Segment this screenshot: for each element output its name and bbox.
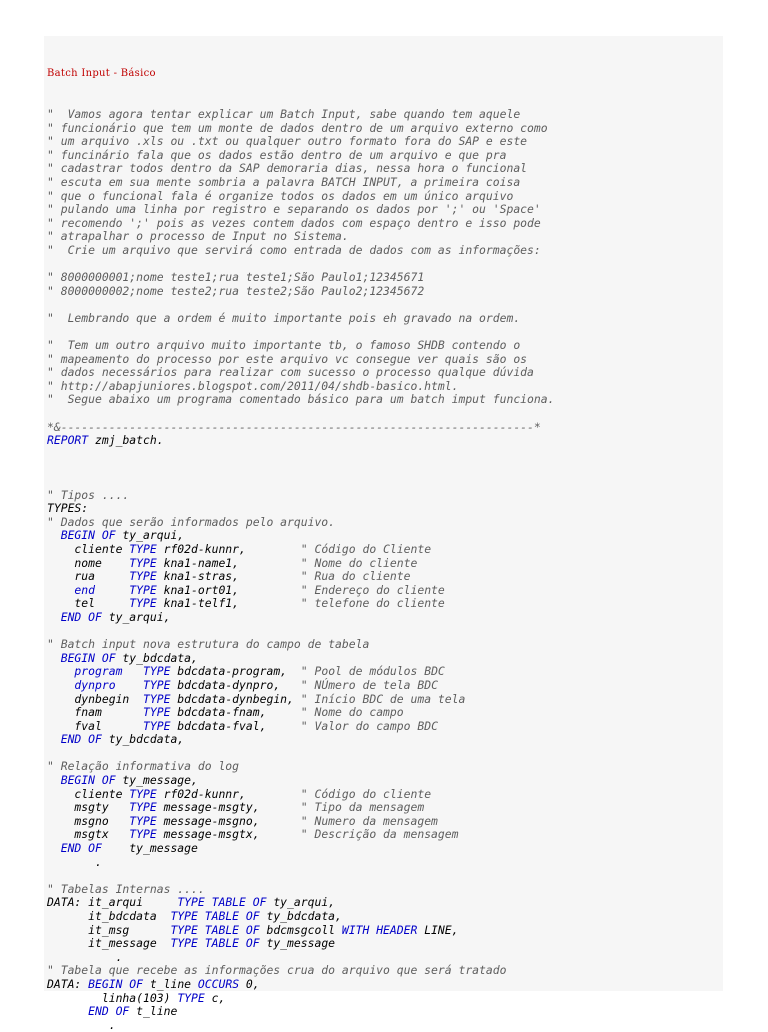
code-line [47, 271, 554, 285]
code-keyword: TYPE [136, 677, 171, 692]
code-keyword: TYPE [129, 813, 157, 828]
code-line [47, 1005, 554, 1019]
code-comment: " 8000000002;nome teste2;rua teste2;São Paulo2;12345672 [47, 283, 425, 298]
code-keyword: TYPE [136, 664, 171, 679]
code-text: kna1-stras, [156, 569, 301, 584]
code-line [47, 828, 554, 842]
code-line [47, 230, 554, 244]
code-line [47, 502, 554, 516]
code-keyword: REPORT [47, 433, 89, 448]
code-text: it_msg [47, 922, 171, 937]
code-text: message-msgty, [156, 800, 301, 815]
code-comment: " Rua do cliente [300, 569, 411, 584]
code-line [47, 393, 554, 407]
code-lines [47, 40, 554, 1032]
code-text: bdcdata-dynpro, [170, 677, 301, 692]
code-keyword: TYPE [129, 555, 157, 570]
code-comment: " que o funcional fala é organize todos os dados em um único arquivo [47, 188, 514, 203]
blank-line [47, 325, 554, 339]
code-text: c, [204, 990, 226, 1005]
code-keyword: WITH HEADER [341, 922, 418, 937]
code-comment: " Batch input nova estrutura do campo de tabela [47, 637, 370, 652]
code-line [47, 203, 554, 217]
code-keyword: TYPE [129, 569, 157, 584]
code-text: t_line [143, 976, 198, 991]
code-text: dynbegin [47, 691, 144, 706]
code-text: zmj_batch. [88, 433, 164, 448]
code-text: 0, [239, 976, 260, 991]
code-line [47, 543, 554, 557]
code-text: ty_message [259, 936, 336, 951]
code-comment: " Numero da mensagem [300, 813, 438, 828]
code-line [47, 638, 554, 652]
code-comment: " Endereço do cliente [300, 582, 445, 597]
code-line [47, 992, 554, 1006]
code-comment: " Relação informativa do log [47, 759, 240, 774]
code-text: LINE, [417, 922, 459, 937]
code-keyword: BEGIN OF [88, 976, 144, 991]
blank-line [47, 448, 554, 462]
code-line [47, 434, 554, 448]
code-line [47, 557, 554, 571]
blank-line [47, 747, 554, 761]
code-comment: " Descrição da mensagem [300, 827, 459, 842]
code-keyword: end [47, 582, 130, 597]
code-line [47, 584, 554, 598]
blank-line [47, 461, 554, 475]
code-keyword: TYPE [143, 718, 171, 733]
code-line [47, 285, 554, 299]
code-line [47, 910, 554, 924]
code-comment: " dados necessários para realizar com sucesso o processo qualque dúvida [47, 365, 534, 380]
code-text: . [47, 949, 123, 964]
code-line [47, 353, 554, 367]
blank-line [47, 625, 554, 639]
code-line [47, 720, 554, 734]
code-keyword: TYPE [177, 990, 205, 1005]
code-keyword: END OF [47, 609, 102, 624]
code-line [47, 978, 554, 992]
code-comment: " http://abapjuniores.blogspot.com/2011/04/shdb-basico.html. [47, 378, 459, 393]
code-comment: " Pool de módulos BDC [300, 664, 445, 679]
code-text: kna1-name1, [156, 555, 301, 570]
code-line [47, 788, 554, 802]
code-comment: " cadastrar todos dentro da SAP demoraria dias, nessa hora o funcional [47, 161, 528, 176]
code-text: it_message [47, 936, 171, 951]
code-text: bdcdata-fval, [170, 718, 301, 733]
code-line [47, 570, 554, 584]
code-line [47, 924, 554, 938]
code-line [47, 339, 554, 353]
code-line [47, 149, 554, 163]
code-line [47, 108, 554, 122]
code-comment: " Crie um arquivo que servirá como entrada de dados com as informações: [47, 242, 541, 257]
code-line [47, 516, 554, 530]
code-comment: " Código do cliente [300, 786, 432, 801]
code-keyword: TYPE TABLE OF [170, 922, 260, 937]
code-comment: " Código do Cliente [300, 541, 432, 556]
code-comment: " recomendo ';' pois as vezes contem dados com espaço dentro e isso pode [47, 215, 541, 230]
code-text: cliente [47, 541, 130, 556]
code-keyword: BEGIN OF [47, 773, 116, 788]
code-keyword: END OF [47, 841, 102, 856]
code-text: DATA: [47, 895, 82, 910]
code-keyword: OCCURS [197, 976, 240, 991]
code-keyword: BEGIN OF [47, 528, 116, 543]
code-line [47, 883, 554, 897]
code-comment: " Dados que serão informados pelo arquivo. [47, 514, 336, 529]
code-line [47, 665, 554, 679]
code-comment: " funcinário fala que os dados estão dentro de um arquivo e que pra [47, 147, 507, 162]
blank-line [47, 475, 554, 489]
code-text: . [47, 854, 102, 869]
code-keyword: TYPE [129, 541, 157, 556]
code-keyword: TYPE [129, 582, 157, 597]
code-comment: " Tabelas Internas .... [47, 881, 205, 896]
code-comment: " Valor do campo BDC [300, 718, 438, 733]
code-comment: " Segue abaixo um programa comentado básico para um batch imput funciona. [47, 392, 555, 407]
code-text: fnam [47, 705, 144, 720]
code-text: msgtx [47, 827, 130, 842]
code-text: nome [47, 555, 130, 570]
code-comment: *&---------------------------------------------------------------------* [47, 419, 541, 434]
code-listing [44, 36, 723, 1032]
code-line [47, 529, 554, 543]
code-line [47, 135, 554, 149]
code-text: it_bdcdata [47, 909, 171, 923]
code-keyword: dynpro [47, 677, 137, 692]
blank-line [47, 869, 554, 883]
code-comment: " Início BDC de uma tela [300, 691, 466, 706]
code-comment: " Tabela que recebe as informações crua do arquivo que será tratado [47, 963, 507, 978]
code-line [47, 760, 554, 774]
code-text: . [47, 1017, 116, 1032]
code-text: message-msgno, [156, 813, 301, 828]
code-line [47, 421, 554, 435]
code-comment: " NÚmero de tela BDC [300, 677, 438, 692]
code-text: msgno [47, 813, 130, 828]
code-line [47, 176, 554, 190]
code-line [47, 162, 554, 176]
code-text: ty_message, [115, 773, 198, 788]
code-text: kna1-ort01, [156, 582, 301, 597]
code-text: ty_arqui, [115, 528, 185, 543]
code-line [47, 380, 554, 394]
code-comment: " Lembrando que a ordem é muito importante pois eh gravado na ordem. [47, 310, 521, 325]
code-comment: " Vamos agora tentar explicar um Batch Input, sabe quando tem aquele [47, 106, 521, 121]
code-keyword: TYPE [129, 827, 157, 842]
code-line [47, 815, 554, 829]
code-text: bdcdata-dynbegin, [170, 691, 301, 706]
code-text: ty_bdcdata, [115, 650, 198, 665]
code-comment: " Tipo da mensagem [300, 800, 425, 815]
code-text: rf02d-kunnr, [156, 541, 301, 556]
code-text: ty_arqui, [266, 895, 336, 910]
code-keyword: TYPE TABLE OF [177, 895, 267, 910]
code-keyword: TYPE [129, 786, 157, 801]
code-keyword: TYPE [143, 691, 171, 706]
code-text: message-msgtx, [156, 827, 301, 842]
code-text: bdcmsgcoll [259, 922, 342, 937]
code-comment: " atrapalhar o processo de Input no Sistema. [47, 229, 349, 244]
code-line [47, 774, 554, 788]
code-text: bdcdata-program, [170, 664, 301, 679]
code-keyword: TYPE TABLE OF [170, 936, 260, 951]
code-text: cliente [47, 786, 130, 801]
code-comment: " um arquivo .xls ou .txt ou qualquer outro formato fora do SAP e este [47, 134, 528, 149]
code-line [47, 312, 554, 326]
code-keyword: TYPE [129, 800, 157, 815]
code-text: ty_bdcdata, [101, 732, 185, 747]
code-text: tel [47, 596, 130, 611]
code-line [47, 706, 554, 720]
code-line [47, 489, 554, 503]
code-text: TYPES: [47, 501, 89, 516]
code-comment: " telefone do cliente [300, 596, 445, 611]
blank-line [47, 298, 554, 312]
code-text: ty_arqui, [101, 609, 171, 624]
code-comment: " mapeamento do processo por este arquivo vc consegue ver quais são os [47, 351, 528, 366]
code-comment: " pulando uma linha por registro e separando os dados por ';' ou 'Space' [47, 202, 541, 217]
code-text: fval [47, 718, 144, 733]
code-line [47, 842, 554, 856]
code-comment: " Tipos .... [47, 487, 130, 502]
code-keyword: program [47, 664, 137, 679]
code-keyword: TYPE [143, 705, 171, 720]
code-text: DATA: [47, 976, 82, 991]
code-comment: " Tem um outro arquivo muito importante tb, o famoso SHDB contendo o [47, 338, 521, 353]
code-text: it_arqui [81, 895, 178, 910]
code-line [47, 896, 554, 910]
code-line [47, 679, 554, 693]
blank-line [47, 407, 554, 421]
code-keyword: TYPE TABLE OF [170, 909, 260, 923]
code-line [47, 217, 554, 231]
code-line [47, 652, 554, 666]
code-text: linha(103) [47, 990, 178, 1005]
code-line [47, 964, 554, 978]
code-comment: " Nome do cliente [300, 555, 418, 570]
code-keyword: END OF [47, 732, 102, 747]
code-line [47, 856, 554, 870]
code-line [47, 611, 554, 625]
code-line [47, 951, 554, 965]
code-line [47, 693, 554, 707]
document-title: Batch Input - Básico [47, 68, 156, 80]
code-line [47, 801, 554, 815]
code-text: rf02d-kunnr, [156, 786, 301, 801]
code-line [47, 366, 554, 380]
code-comment: " Nome do campo [300, 705, 404, 720]
code-keyword: BEGIN OF [47, 650, 116, 665]
code-text: rua [47, 569, 130, 584]
code-line [47, 122, 554, 136]
code-text: ty_bdcdata, [259, 909, 342, 923]
code-text: t_line [129, 1004, 178, 1019]
blank-line [47, 258, 554, 272]
code-keyword: TYPE [129, 596, 157, 611]
code-line [47, 937, 554, 951]
code-comment: " 8000000001;nome teste1;rua teste1;São Paulo1;12345671 [47, 270, 425, 285]
code-line [47, 733, 554, 747]
code-comment: " funcionário que tem um monte de dados dentro de um arquivo externo como [47, 120, 548, 135]
code-keyword: END OF [47, 1004, 130, 1019]
code-line [47, 597, 554, 611]
code-line [47, 190, 554, 204]
code-text: ty_message [101, 841, 198, 856]
code-line [47, 244, 554, 258]
code-text: msgty [47, 800, 130, 815]
code-text: kna1-telf1, [156, 596, 301, 611]
code-text: bdcdata-fnam, [170, 705, 301, 720]
code-line [47, 1019, 554, 1032]
code-comment: " escuta em sua mente sombria a palavra BATCH INPUT, a primeira coisa [47, 174, 521, 189]
